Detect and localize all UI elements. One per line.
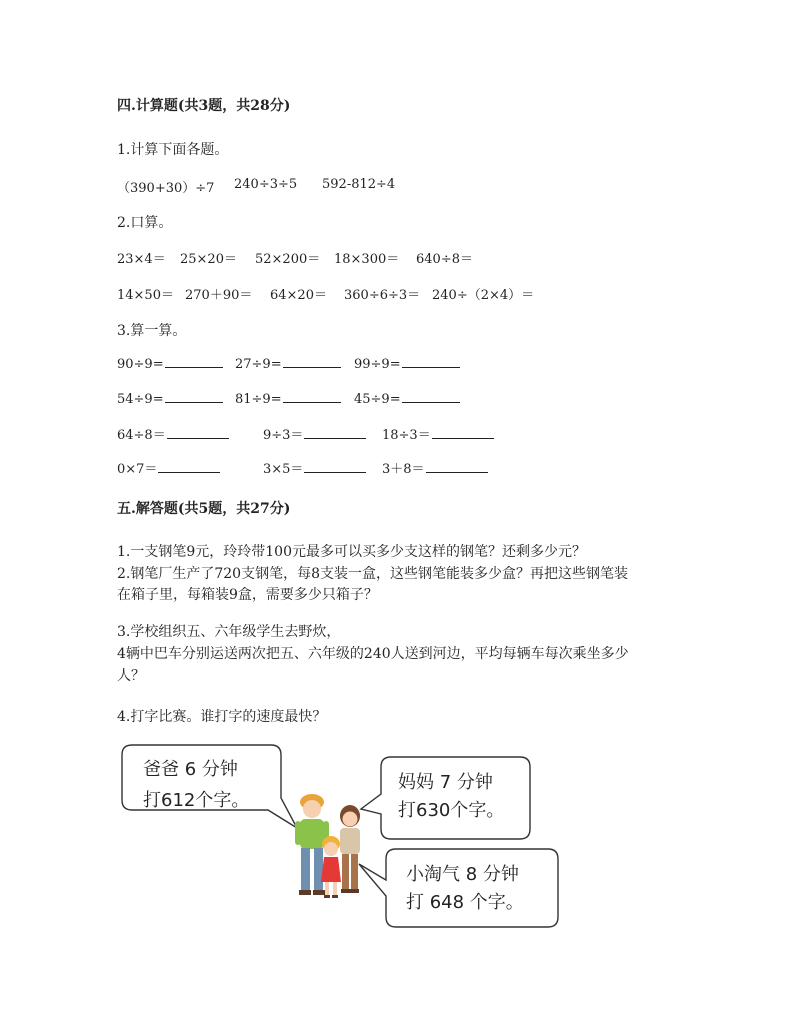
oral-item: 640÷8＝ [416, 252, 473, 267]
q1-item: 592-812÷4 [322, 177, 396, 192]
answer-blank[interactable] [304, 426, 366, 439]
word-problem-3-line-3: 人？ [117, 668, 145, 684]
calc-item: 3×5＝ [263, 462, 304, 477]
oral-item: 23×4＝ [117, 252, 166, 267]
family-illustration-icon [290, 792, 370, 904]
answer-blank[interactable] [165, 355, 223, 368]
answer-blank[interactable] [432, 426, 494, 439]
oral-item: 64×20＝ [270, 288, 327, 303]
word-problem-2-line-1: 2.钢笔厂生产了720支钢笔，每8支装一盒，这些钢笔能装多少盒？再把这些钢笔装 [117, 566, 628, 582]
dad-bubble-line-2: 打612个字。 [143, 790, 250, 811]
answer-blank[interactable] [167, 426, 229, 439]
answer-blank[interactable] [158, 460, 220, 473]
word-problem-2-line-2: 在箱子里，每箱装9盒，需要多少只箱子？ [117, 587, 378, 603]
calc-item: 99÷9= [354, 357, 401, 372]
answer-blank[interactable] [304, 460, 366, 473]
oral-item: 270＋90＝ [185, 288, 253, 303]
answer-blank[interactable] [283, 390, 341, 403]
calc-item: 64÷8＝ [117, 428, 166, 443]
section-4-title: 四.计算题(共3题，共28分) [117, 98, 291, 114]
word-problem-3-line-1: 3.学校组织五、六年级学生去野炊， [117, 624, 341, 640]
answer-blank[interactable] [283, 355, 341, 368]
answer-blank[interactable] [402, 355, 460, 368]
dad-bubble-line-1: 爸爸 6 分钟 [143, 759, 238, 780]
calc-item: 9÷3＝ [263, 428, 304, 443]
word-problem-4: 4.打字比赛。谁打字的速度最快？ [117, 709, 327, 725]
answer-blank[interactable] [426, 460, 488, 473]
calc-item: 54÷9= [117, 392, 164, 407]
q1-label: 1.计算下面各题。 [117, 142, 229, 158]
word-problem-1: 1.一支钢笔9元，玲玲带100元最多可以买多少支这样的钢笔？还剩多少元？ [117, 544, 586, 560]
calc-item: 3＋8＝ [382, 462, 425, 477]
oral-item: 25×20＝ [180, 252, 237, 267]
oral-item: 52×200＝ [255, 252, 321, 267]
answer-blank[interactable] [165, 390, 223, 403]
oral-item: 18×300＝ [334, 252, 400, 267]
mom-bubble-line-2: 打630个字。 [398, 800, 505, 821]
calc-item: 27÷9= [235, 357, 282, 372]
answer-blank[interactable] [402, 390, 460, 403]
kid-bubble-line-2: 打 648 个字。 [406, 892, 524, 913]
calc-item: 90÷9= [117, 357, 164, 372]
oral-item: 14×50＝ [117, 288, 174, 303]
calc-item: 45÷9= [354, 392, 401, 407]
oral-item: 240÷（2×4）＝ [432, 288, 535, 303]
calc-item: 0×7＝ [117, 462, 158, 477]
section-5-title: 五.解答题(共5题，共27分) [117, 501, 291, 517]
kid-bubble-line-1: 小淘气 8 分钟 [406, 864, 519, 885]
calc-item: 81÷9= [235, 392, 282, 407]
q1-item: 240÷3÷5 [234, 177, 298, 192]
mom-bubble-line-1: 妈妈 7 分钟 [398, 772, 493, 793]
calc-item: 18÷3＝ [382, 428, 431, 443]
q1-item: （390+30）÷7 [117, 181, 215, 196]
oral-item: 360÷6÷3＝ [344, 288, 421, 303]
q3-label: 3.算一算。 [117, 323, 187, 339]
q2-label: 2.口算。 [117, 215, 173, 231]
word-problem-3-line-2: 4辆中巴车分别运送两次把五、六年级的240人送到河边，平均每辆车每次乘坐多少 [117, 646, 629, 662]
